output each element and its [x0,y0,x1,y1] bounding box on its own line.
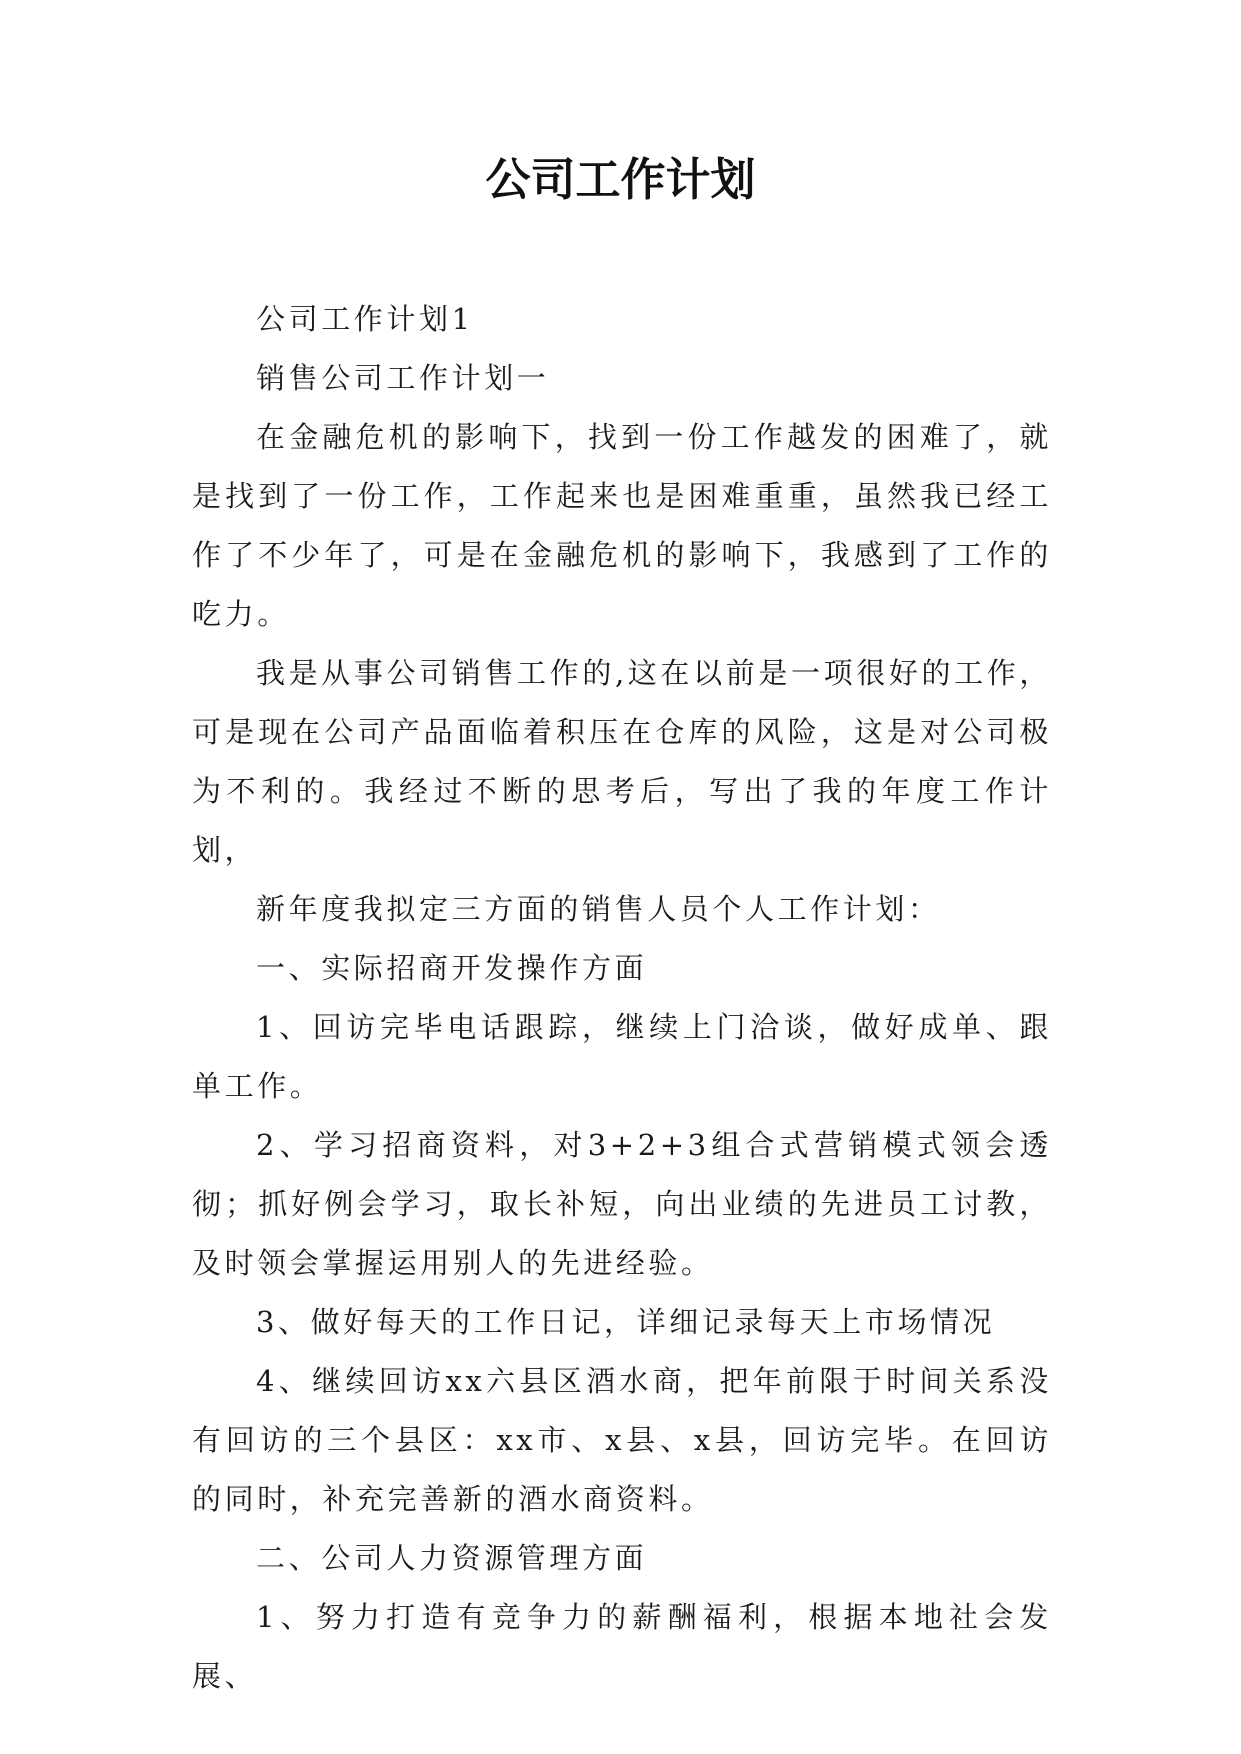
section-heading-1: 一、实际招商开发操作方面 [256,951,648,985]
paragraph-subheading: 销售公司工作计划一 [256,361,550,395]
paragraph: 在金融危机的影响下，找到一份工作越发的困难了，就是找到了一份工作，工作起来也是困难重重，虽然我已经工作了不少年了，可是在金融危机的影响下，我感到了工作的吃力。 [192,420,1052,631]
paragraph: 我是从事公司销售工作的,这在以前是一项很好的工作，可是现在公司产品面临着积压在仓库的风险，这是对公司极为不利的。我经过不断的思考后，写出了我的年度工作计划， [192,656,1052,867]
paragraph-heading-1: 公司工作计划1 [256,302,474,336]
list-item: 1、回访完毕电话跟踪，继续上门洽谈，做好成单、跟单工作。 [192,1010,1052,1103]
list-item: 2、学习招商资料，对3+2+3组合式营销模式领会透彻；抓好例会学习，取长补短，向出业绩的先进员工讨教，及时领会掌握运用别人的先进经验。 [192,1128,1052,1280]
document-body [192,290,1052,1706]
list-item: 1、努力打造有竞争力的薪酬福利，根据本地社会发展、 [192,1600,1052,1693]
list-item: 3、做好每天的工作日记，详细记录每天上市场情况 [256,1305,996,1339]
list-item: 4、继续回访xx六县区酒水商，把年前限于时间关系没有回访的三个县区：xx市、x县、x县，回访完毕。在回访的同时，补充完善新的酒水商资料。 [192,1364,1052,1516]
paragraph: 新年度我拟定三方面的销售人员个人工作计划： [256,892,941,926]
document-title: 公司工作计划 [485,153,756,206]
section-heading-2: 二、公司人力资源管理方面 [256,1541,648,1575]
